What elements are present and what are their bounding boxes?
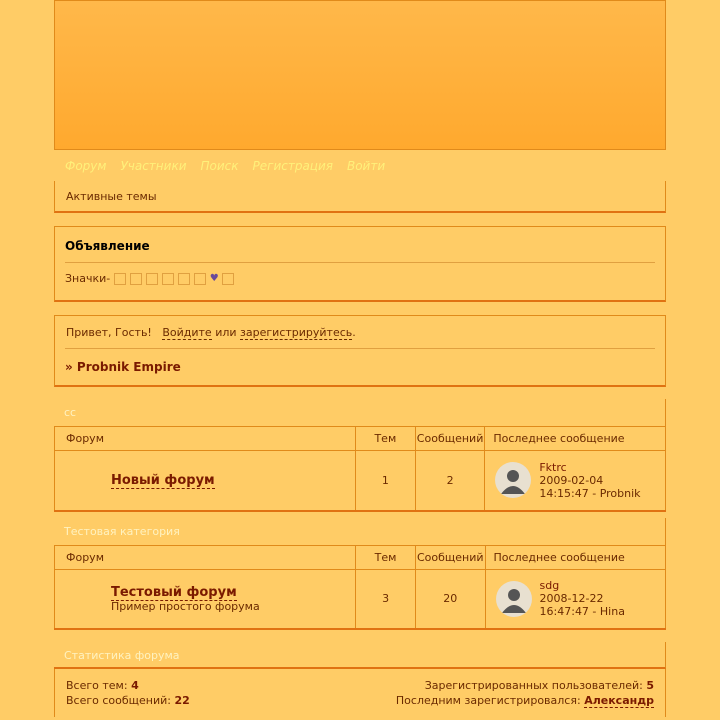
col-posts: Сообщений [415,545,485,569]
last-post-time: 16:47:47 - Hina [539,605,625,619]
forum-cell [55,569,356,629]
last-post-title[interactable]: Fktrc [539,460,567,474]
last-registered-label: Последним зарегистрировался: [395,694,581,707]
badges-label: Значки- [65,272,111,285]
table-row [55,569,666,629]
badge-icon [222,273,234,285]
page [54,0,666,717]
table-header [55,427,666,451]
registered-value: 5 [646,679,654,692]
category [54,518,666,631]
forum-table [54,545,666,631]
posts-count: 2 [415,451,485,511]
forum-link[interactable]: Тестовый форум [111,584,237,600]
col-forum: Форум [55,427,356,451]
category-title: сс [54,399,666,426]
heart-icon: ♥ [209,273,219,284]
greeting: Привет, Гость! Войдите или зарегистрируйтесь. [65,316,655,349]
last-registered-user[interactable]: Александр [584,694,654,707]
topics-count: 3 [356,569,416,629]
breadcrumb[interactable]: » Probnik Empire [65,360,181,374]
last-post-cell [485,569,665,629]
total-topics-label: Всего тем: [66,679,128,692]
badge-icon [114,273,126,285]
last-post-date: 2009-02-04 [539,473,604,487]
stats-section [54,642,666,717]
register-link[interactable]: зарегистрируйтесь [240,326,353,339]
active-topics-bar [54,181,666,213]
last-post-title[interactable]: sdg [539,579,560,593]
forum-table [54,426,666,512]
forum-link[interactable]: Новый форум [111,472,215,488]
forum-description: Пример простого форума [111,599,260,613]
badge-icon [130,273,142,285]
topics-count: 1 [355,451,415,511]
or-text: или [215,326,237,339]
col-topics: Тем [355,427,415,451]
welcome-box [54,315,666,387]
badge-icon [178,273,190,285]
col-topics: Тем [356,545,416,569]
total-posts-value: 22 [174,694,190,707]
main-nav [54,150,666,181]
login-link[interactable]: Войдите [162,326,212,339]
registered-label: Зарегистрированных пользователей: [424,679,643,692]
greeting-text: Привет, Гость! [66,326,152,339]
category-title: Тестовая категория [54,518,666,545]
avatar-icon [495,462,531,498]
nav-search[interactable]: Поиск [200,158,239,173]
announcement [54,226,666,302]
badges-row [65,263,655,285]
active-topics-link[interactable]: Активные темы [66,190,157,203]
announcement-title: Объявление [65,227,655,263]
badge-icon [146,273,158,285]
nav-register[interactable]: Регистрация [252,158,333,173]
total-topics-value: 4 [131,679,139,692]
col-forum: Форум [55,545,356,569]
stats-body [54,669,666,717]
last-post-time: 14:15:47 - Probnik [539,486,641,500]
table-row [55,451,666,511]
avatar-icon [496,581,532,617]
nav-login[interactable]: Войти [346,158,386,173]
table-header [55,545,666,569]
nav-members[interactable]: Участники [120,158,187,173]
badge-icon [194,273,206,285]
col-posts: Сообщений [415,427,485,451]
badge-icon [162,273,174,285]
last-post-date: 2008-12-22 [539,592,604,606]
total-posts-label: Всего сообщений: [66,694,171,707]
col-last: Последнее сообщение [485,427,666,451]
category [54,399,666,512]
header-banner [54,0,666,150]
col-last: Последнее сообщение [485,545,665,569]
stats-title: Статистика форума [54,642,666,669]
nav-forum[interactable]: Форум [65,158,107,173]
forum-cell [55,451,356,511]
last-post-cell [485,451,666,511]
posts-count: 20 [415,569,485,629]
